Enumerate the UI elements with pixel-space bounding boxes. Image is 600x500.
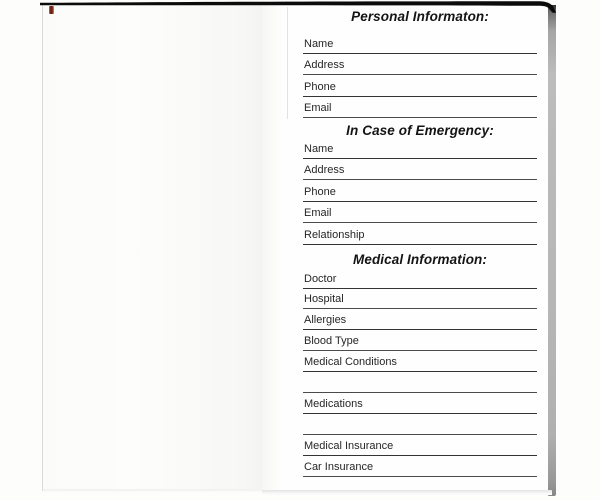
field-row-blood-type [303, 330, 537, 351]
field-row-continuation-line [303, 372, 537, 393]
field-label: Name [304, 142, 334, 155]
field-row-email [303, 202, 537, 223]
field-row-medications [303, 393, 537, 414]
field-label [303, 431, 304, 434]
right-page-bottom-edge [262, 490, 552, 495]
field-row-phone [303, 180, 537, 201]
field-label: Doctor [304, 272, 337, 285]
field-label: Medications [304, 398, 363, 411]
field-row-doctor [303, 268, 537, 289]
field-label: Name [304, 37, 334, 50]
field-label: Email [304, 102, 332, 115]
section-title-personal-information: Personal Informaton: [351, 9, 489, 24]
field-label [303, 389, 304, 392]
field-label: Address [304, 164, 345, 177]
field-label: Blood Type [304, 335, 359, 348]
field-row-email [303, 97, 537, 118]
left-page-blank [43, 3, 262, 491]
field-label: Phone [304, 80, 336, 93]
field-label: Medical Conditions [304, 356, 397, 369]
emergency-contact-fields [303, 138, 537, 245]
field-row-continuation-line [303, 414, 537, 435]
field-label: Hospital [304, 293, 344, 306]
field-row-name [303, 138, 537, 159]
field-row-relationship [303, 223, 537, 244]
field-label: Phone [304, 185, 336, 198]
section-title-medical-information: Medical Information: [352, 251, 487, 267]
field-row-hospital [303, 289, 537, 310]
field-row-medical-conditions [303, 351, 537, 372]
field-row-car-insurance [303, 456, 537, 477]
field-label: Email [304, 207, 332, 220]
field-row-allergies [303, 309, 537, 330]
scan-top-edge [0, 0, 600, 16]
personal-information-fields [303, 33, 537, 119]
medical-information-fields [303, 268, 537, 477]
left-page-bottom-edge [43, 489, 262, 492]
field-row-medical-insurance [303, 435, 537, 456]
field-label: Car Insurance [304, 460, 374, 473]
field-row-name [303, 33, 537, 54]
field-label: Medical Insurance [304, 440, 394, 453]
field-row-address [303, 54, 537, 75]
field-row-address [303, 159, 537, 180]
left-page-edge [42, 3, 43, 491]
field-label: Address [304, 59, 345, 72]
field-label: Relationship [304, 228, 365, 241]
booklet-right-page-edge [548, 5, 556, 496]
center-fold-line [287, 7, 288, 119]
field-label: Allergies [304, 314, 347, 327]
section-title-in-case-of-emergency: In Case of Emergency: [346, 122, 494, 138]
field-row-phone [303, 75, 537, 96]
